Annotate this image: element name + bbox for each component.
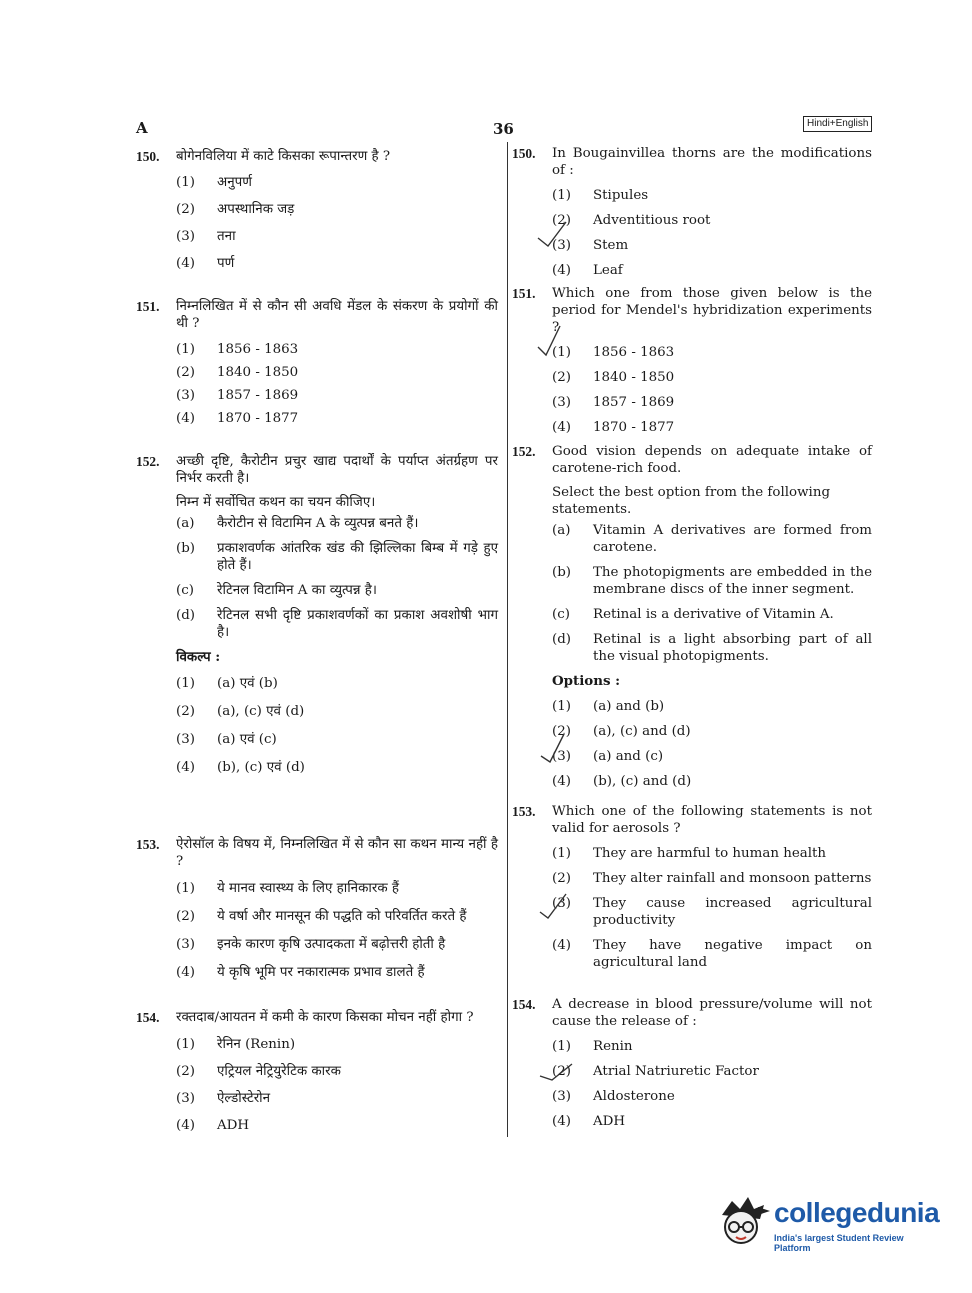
option: (3) तना: [176, 229, 236, 244]
option: (1) Stipules: [552, 188, 649, 203]
option: (4) ADH: [176, 1118, 250, 1133]
question-instruction: निम्न में सर्वोचित कथन का चयन कीजिए।: [176, 495, 376, 510]
question-150-en: 150. In Bougainvillea thorns are the modifications of : (1) Stipules (2) Adventitious root (3) Stem (4) Leaf: [512, 146, 872, 278]
logo-tagline: India's largest Student Review Platform: [774, 1233, 904, 1253]
statement: (b) प्रकाशवर्णक आंतरिक खंड की झिल्लिका बिम्ब में गड़े हुए होते हैं।: [176, 541, 498, 573]
column-divider: [507, 142, 508, 1137]
option: (3) ऐल्डोस्टेरोन: [176, 1091, 271, 1106]
options-label: विकल्प :: [176, 649, 221, 665]
option: (1) They are harmful to human health: [552, 846, 827, 861]
option: (4) ये कृषि भूमि पर नकारात्मक प्रभाव डालते हैं: [176, 965, 425, 980]
option: (2) 1840 - 1850: [176, 365, 299, 380]
question-text: बोगेनविलिया में काटे किसका रूपान्तरण है ?: [176, 149, 391, 164]
option: (3) They cause increased agricultural productivity: [552, 896, 872, 928]
option: (3) Stem: [552, 238, 629, 253]
option: (4) (b), (c) एवं (d): [176, 760, 305, 775]
question-154-hi: 154. रक्तदाब/आयतन में कमी के कारण किसका मोचन नहीं होगा ? (1) रेनिन (Renin) (2) एट्रियल नेट्रियुरेटिक कारक (3) ऐल्डोस्टेरोन (4) ADH: [136, 1009, 498, 1142]
option: (4) (b), (c) and (d): [552, 774, 692, 789]
question-153-hi: 153. ऐरोसॉल के विषय में, निम्नलिखित में से कौन सा कथन मान्य नहीं है ? (1) ये मानव स्वास्थ्य के लिए हानिकारक हैं (2) ये वर्षा और मानसून की पद्धति को परिवर्तित करते हैं (3) इनके कारण कृषि उत्पादकता में बढ़ोत्तरी होती है (4) ये कृषि भूमि पर नकारात्मक प्रभाव डालते हैं: [136, 837, 498, 980]
statement: (b) The photopigments are embedded in the membrane discs of the inner segment.: [552, 565, 872, 597]
statement: (a) Vitamin A derivatives are formed from carotene.: [552, 523, 872, 555]
option: (3) 1857 - 1869: [552, 395, 675, 410]
question-152-hi: 152. अच्छी दृष्टि, कैरोटीन प्रचुर खाद्य पदार्थों के पर्याप्त अंतर्ग्रहण पर निर्भर करती है। निम्न में सर्वोचित कथन का चयन कीजिए। (a) कैरोटीन से विटामिन A के व्युत्पन्न बनते हैं। (b) प्रकाशवर्णक आंतरिक खंड की झिल्लिका बिम्ब में गड़े हुए होते हैं। (c) रेटिनल विटामिन A का व्युत्पन्न है। (d) रेटिनल सभी दृष्टि प्रकाशवर्णकों का प्रकाश अवशोषी भाग है। विकल्प : (1) (a) एवं (b) (2) (a), (c) एवं (d) (3) (a) एवं (c) (4) (b), (c) एवं (d): [136, 454, 498, 775]
option: (3) (a) and (c): [552, 749, 664, 764]
option: (2) अपस्थानिक जड़: [176, 202, 295, 217]
question-number: 150.: [136, 149, 160, 164]
option: (1) Renin: [552, 1039, 633, 1054]
question-151-hi: 151. निम्नलिखित में से कौन सी अवधि मेंडल के संकरण के प्रयोगों की थी ? (1) 1856 - 1863 (2) 1840 - 1850 (3) 1857 - 1869 (4) 1870 - 1877: [136, 299, 498, 426]
option: (1) 1856 - 1863: [176, 342, 299, 357]
option: (2) Atrial Natriuretic Factor: [552, 1064, 759, 1079]
statement: (c) रेटिनल विटामिन A का व्युत्पन्न है।: [176, 583, 377, 598]
option: (2) एट्रियल नेट्रियुरेटिक कारक: [176, 1064, 341, 1079]
option: (4) ADH: [552, 1114, 626, 1129]
question-153-en: 153. Which one of the following statements is not valid for aerosols ? (1) They are harmful to human health (2) They alter rainfall and monsoon patterns (3) They cause increased agricultural productivity (4) They have negative impact on agricultural land: [512, 804, 872, 970]
option: (2) (a), (c) एवं (d): [176, 704, 305, 719]
option: (1) ये मानव स्वास्थ्य के लिए हानिकारक हैं: [176, 881, 399, 896]
set-label: A: [136, 119, 148, 137]
option: (2) (a), (c) and (d): [552, 724, 691, 739]
mascot-icon: [712, 1193, 770, 1251]
logo-wordmark: collegedunia: [774, 1197, 940, 1228]
option: (4) 1870 - 1877: [552, 420, 675, 435]
collegedunia-logo: [712, 1193, 942, 1253]
option: (2) 1840 - 1850: [552, 370, 675, 385]
option: (3) 1857 - 1869: [176, 388, 299, 403]
option: (3) Aldosterone: [552, 1089, 675, 1104]
question-154-en: 154. A decrease in blood pressure/volume will not cause the release of : (1) Renin (2) Atrial Natriuretic Factor (3) Aldosterone (4) ADH: [512, 997, 872, 1129]
option: (4) पर्ण: [176, 256, 235, 271]
option: (3) (a) एवं (c): [176, 732, 277, 747]
option: (1) अनुपर्ण: [176, 175, 252, 190]
statement: (d) रेटिनल सभी दृष्टि प्रकाशवर्णकों का प्रकाश अवशोषी भाग है।: [176, 608, 498, 640]
option: (4) Leaf: [552, 263, 623, 278]
option: (4) They have negative impact on agricultural land: [552, 938, 872, 970]
option: (2) ये वर्षा और मानसून की पद्धति को परिवर्तित करते हैं: [176, 909, 467, 924]
statement: (c) Retinal is a derivative of Vitamin A.: [552, 607, 834, 622]
option: (3) इनके कारण कृषि उत्पादकता में बढ़ोत्तरी होती है: [176, 937, 446, 952]
language-badge: Hindi+English: [803, 116, 872, 132]
question-152-en: 152. Good vision depends on adequate intake of carotene-rich food. Select the best option from the following statements. (a) Vitamin A derivatives are formed from carotene. (b) The photopigments are embedded in the membrane discs of the inner segment. (c) Retinal is a derivative of Vitamin A. (d) Retinal is a light absorbing part of all the visual photopigments. Options : (1) (a) and (b) (2) (a), (c) and (d) (3) (a) and (c) (4) (b), (c) and (d): [512, 444, 872, 789]
option: (1) 1856 - 1863: [552, 345, 675, 360]
statement: (d) Retinal is a light absorbing part of all the visual photopigments.: [552, 632, 872, 664]
option: (4) 1870 - 1877: [176, 411, 299, 426]
statement: (a) कैरोटीन से विटामिन A के व्युत्पन्न बनते हैं।: [176, 516, 419, 531]
option: (2) They alter rainfall and monsoon patterns: [552, 871, 872, 886]
option: (1) (a) and (b): [552, 699, 665, 714]
question-151-en: 151. Which one from those given below is the period for Mendel's hybridization experiments ? (1) 1856 - 1863 (2) 1840 - 1850 (3) 1857 - 1869 (4) 1870 - 1877: [512, 286, 872, 435]
option: (2) Adventitious root: [552, 213, 711, 228]
page-number: 36: [493, 120, 514, 138]
option: (1) (a) एवं (b): [176, 676, 278, 691]
option: (1) रेनिन (Renin): [176, 1037, 296, 1052]
question-150-hi: [136, 148, 498, 280]
